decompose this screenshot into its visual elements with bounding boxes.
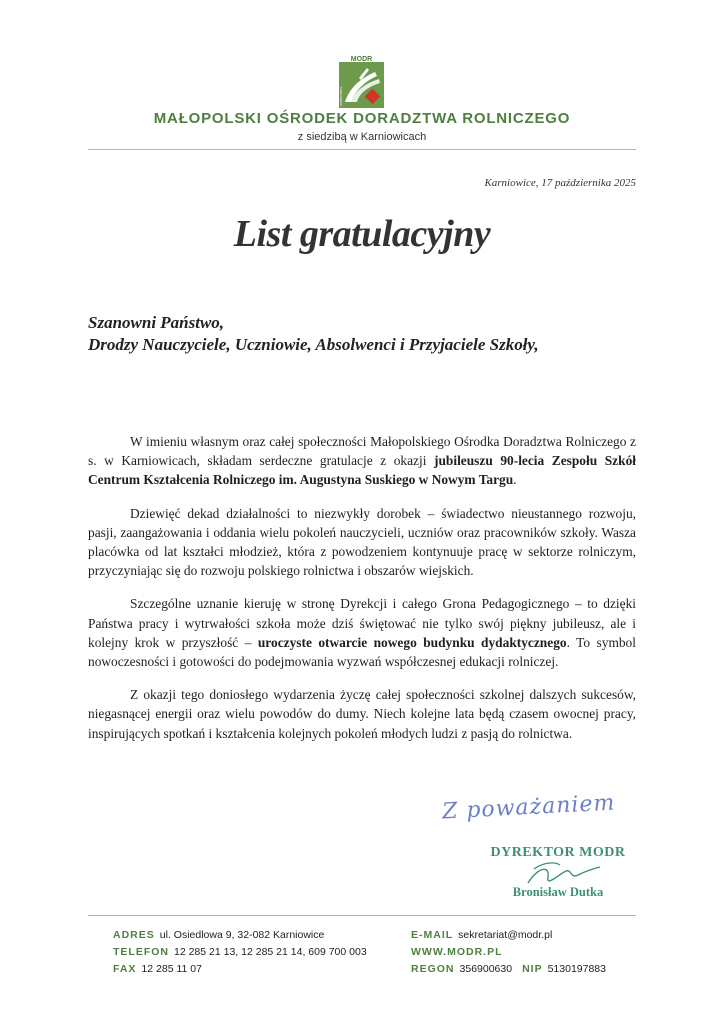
modr-logo	[339, 54, 384, 108]
paragraph-4: Z okazji tego doniosłego wydarzenia życzę całej społeczności szkolnej dalszych sukcesów, niegasnącej energii oraz wielu powodów do dumy. Niech kolejne lata będą czasem owocnej pracy, inspirujących spotkań i kształcenia kolejnych pokoleń młodych ludzi z pasją do rolnictwa.	[88, 687, 636, 741]
footer-contact-left	[113, 927, 367, 978]
stamp-name: Bronisław Dutka	[512, 885, 604, 899]
organization-name: MAŁOPOLSKI OŚRODEK DORADZTWA ROLNICZEGO	[153, 110, 571, 127]
salutation-line-2: Drodzy Nauczyciele, Uczniowie, Absolwenci i Przyjaciele Szkoły,	[88, 335, 539, 354]
place-and-date: Karniowice, 17 października 2025	[484, 177, 636, 189]
salutation	[88, 312, 539, 356]
email-label: E-MAIL	[411, 929, 454, 941]
footer-fax	[113, 961, 367, 978]
footer-divider	[88, 915, 636, 916]
paragraph-1	[88, 432, 636, 490]
logo-text: MODR	[350, 56, 373, 63]
paragraph-1-end: .	[513, 472, 517, 488]
footer-ids	[411, 961, 606, 978]
logo-small-text: KARNIOWICE	[339, 86, 343, 106]
paragraph-3-bold: uroczyste otwarcie nowego budynku dydaktycznego	[257, 634, 567, 650]
handwritten-greeting: Z poważaniem	[441, 790, 616, 825]
regon-value: 356900630	[459, 963, 513, 975]
stamp-title: DYREKTOR MODR	[490, 845, 626, 860]
regon-label: REGON	[411, 963, 455, 975]
footer-address	[113, 927, 367, 944]
paragraph-2: Dziewięć dekad działalności to niezwykły dorobek – świadectwo nieustannego rozwoju, pasji, zaangażowania i oddania wielu pokoleń nauczycieli, uczniów oraz pracowników szkoły. Wasza placówka od lat kształci młodzież, która z powodzeniem kontynuuje pracę w sektorze rolniczym, przyczyniając się do rozwoju polskiego rolnictwa i obszarów wiejskich.	[88, 505, 636, 579]
salutation-line-1: Szanowni Państwo,	[88, 313, 225, 332]
address-label: ADRES	[113, 929, 155, 941]
footer-contact-right	[411, 927, 606, 978]
paragraph-3-text: Szczególne uznanie kieruję w stronę Dyrekcji i całego Grona Pedagogicznego – to dzięki Państwa pracy i wytrwałości szkoła może dziś świętować nie tylko swój piękny jubileusz, ale i kolejny krok w przyszłość –	[88, 596, 636, 650]
fax-label: FAX	[113, 963, 137, 975]
nip-label: NIP	[522, 963, 543, 975]
director-stamp	[488, 845, 628, 905]
paragraph-1-text: W imieniu własnym oraz całej społeczności Małopolskiego Ośrodka Doradztwa Rolniczego z s. w Karniowicach, składam serdeczne gratulacje z okazji	[88, 434, 636, 469]
address-value: ul. Osiedlowa 9, 32-082 Karniowice	[159, 929, 325, 941]
paragraph-3	[88, 594, 636, 671]
letter-body	[88, 432, 636, 757]
letter-title: List gratulacyjny	[233, 213, 491, 255]
signature-area	[430, 790, 660, 905]
phone-label: TELEFON	[113, 946, 169, 958]
organization-subtitle: z siedzibą w Karniowicach	[297, 131, 427, 143]
header-divider	[88, 149, 636, 150]
footer-phone	[113, 944, 367, 961]
email-link[interactable]: sekretariat@modr.pl	[458, 929, 553, 941]
footer-www	[411, 944, 606, 961]
website-link[interactable]: WWW.MODR.PL	[411, 946, 503, 958]
footer-email	[411, 927, 606, 944]
paragraph-1-bold: jubileuszu 90-lecia Zespołu Szkół Centrum Kształcenia Rolniczego im. Augustyna Suskiego w Nowym Targu	[88, 453, 636, 488]
fax-value: 12 285 11 07	[141, 963, 202, 975]
phone-value: 12 285 21 13, 12 285 21 14, 609 700 003	[174, 946, 367, 958]
paragraph-3-end: . To symbol nowoczesności i gotowości do podejmowania wyzwań współczesnej edukacji rolniczej.	[88, 634, 636, 670]
nip-value: 5130197883	[547, 963, 606, 975]
